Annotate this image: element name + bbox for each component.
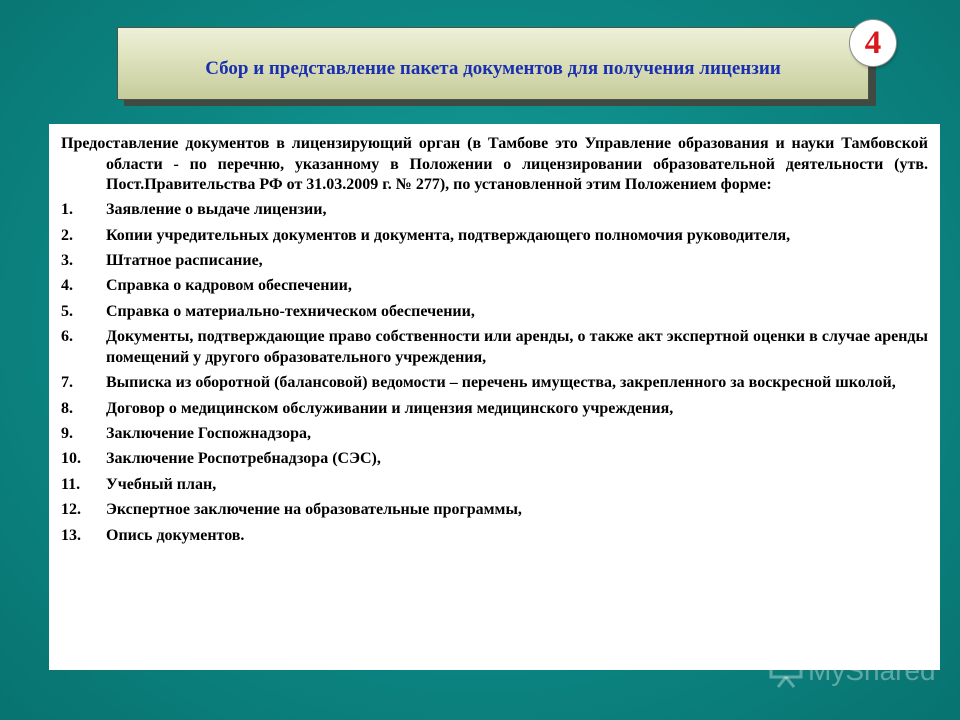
item-text: Экспертное заключение на образовательные программы, [106,501,522,519]
item-text: Заключение Роспотребнадзора (СЭС), [106,450,381,468]
intro-paragraph: Предоставление документов в лицензирующий орган (в Тамбове это Управление образования и науки Тамбовской области - по перечню, указанному в Положении о лицензировании образовательной деятельности (утв. Пост.Правительства РФ от 31.03.2009 г. № 277), по установленной этим Положением форме: [61,135,928,194]
item-number: 5. [61,302,73,320]
item-number: 6. [61,328,73,346]
watermark [768,654,936,688]
item-text: Документы, подтверждающие право собственности или аренды, о также акт экспертной оценки в случае аренды помещений у другого образовательного учреждения, [106,328,928,366]
list-item [61,449,928,470]
item-number: 2. [61,226,73,244]
list-item [61,526,928,547]
documents-list [61,200,928,546]
item-text: Штатное расписание, [106,251,263,269]
item-text: Договор о медицинском обслуживании и лицензия медицинского учреждения, [106,399,674,417]
item-number: 8. [61,399,73,417]
item-text: Копии учредительных документов и документа, подтверждающего полномочия руководителя, [106,226,791,244]
item-text: Заявление о выдаче лицензии, [106,201,327,219]
item-text: Учебный план, [106,475,217,493]
title-banner [117,27,869,100]
list-item [61,226,928,247]
item-number: 10. [61,450,81,468]
item-number: 13. [61,526,81,544]
list-item [61,302,928,323]
item-text: Справка о материально-техническом обеспечении, [106,302,475,320]
item-text: Заключение Госпожнадзора, [106,424,311,442]
item-number: 12. [61,501,81,519]
slide-title: Сбор и представление пакета документов для получения лицензии [205,58,781,79]
list-item [61,327,928,368]
list-item [61,424,928,445]
list-item [61,251,928,272]
item-number: 3. [61,251,73,269]
list-item [61,500,928,521]
content-panel [49,124,940,670]
list-item [61,399,928,420]
list-item [61,276,928,297]
item-number: 4. [61,277,73,295]
item-text: Опись документов. [106,526,245,544]
list-item [61,373,928,394]
list-item [61,200,928,221]
item-number: 11. [61,475,81,493]
item-text: Выписка из оборотной (балансовой) ведомости – перечень имущества, закрепленного за воскресной школой, [106,374,896,392]
item-number: 1. [61,201,73,219]
item-number: 7. [61,374,73,392]
list-item [61,475,928,496]
item-number: 9. [61,424,73,442]
slide-number-badge: 4 [850,20,896,66]
watermark-text: MyShared [808,655,936,686]
presentation-board-icon [768,654,804,688]
item-text: Справка о кадровом обеспечении, [106,277,352,295]
